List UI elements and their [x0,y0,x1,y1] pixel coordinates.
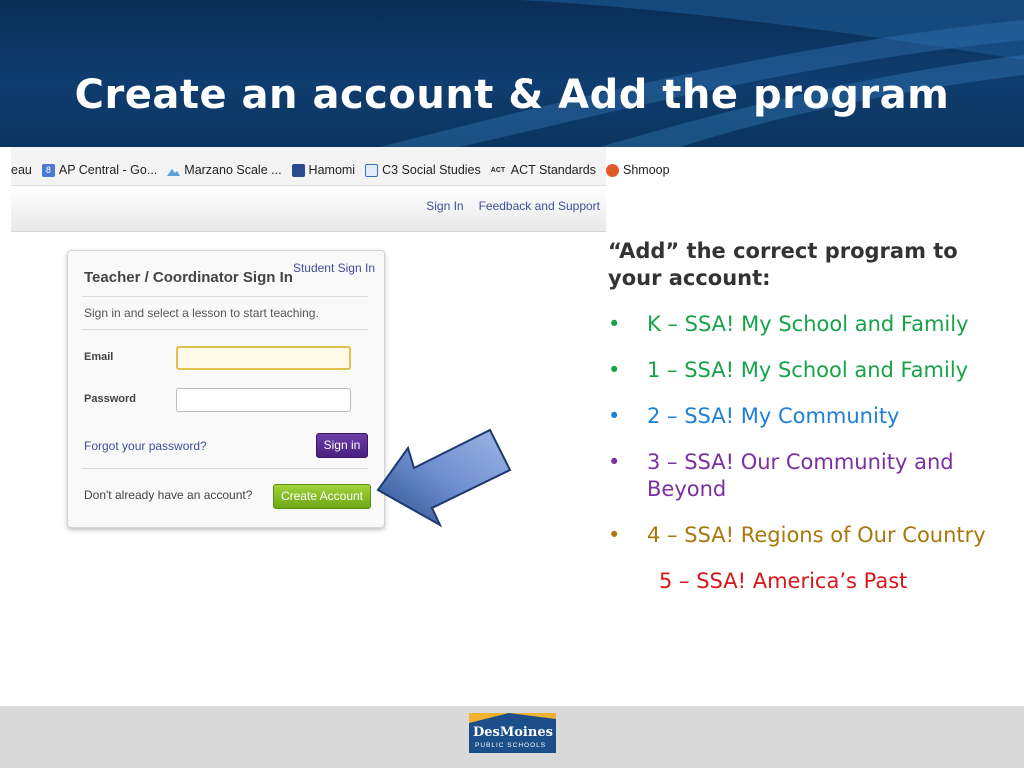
signin-button[interactable]: Sign in [316,433,368,458]
bullet: • [608,358,621,382]
password-field[interactable] [176,388,351,412]
divider [82,329,368,330]
bookmark-label: Shmoop [623,163,670,177]
logo-line2: PUBLIC SCHOOLS [475,742,547,749]
bookmark-item[interactable] [491,163,596,177]
bookmark-label: Marzano Scale ... [184,163,282,177]
bullet: • [608,450,621,474]
act-icon: ACT [490,166,506,174]
slide-title: Create an account & Add the program [74,72,950,118]
list-item [608,357,1018,384]
bookmark-item[interactable] [11,163,32,177]
desmoines-logo [469,713,556,753]
bookmark-item[interactable] [606,163,670,177]
list-item [608,403,1018,430]
logo-line1: DesMoines [473,725,553,740]
student-signin-link[interactable]: Student Sign In [292,261,375,275]
bookmark-page-icon [292,164,305,177]
bookmark-label: AP Central - Go... [58,163,158,177]
signin-title: Teacher / Coordinator Sign In [84,269,293,286]
site-navbar [11,186,606,231]
bookmarks-bar [11,155,670,186]
forgot-password-link[interactable]: Forgot your password? [84,439,207,453]
list-item [608,568,1018,595]
bullet: • [608,312,621,336]
bookmark-label: Hamomi [308,163,356,177]
email-field[interactable] [176,346,351,370]
pointer-arrow-icon [372,428,517,528]
divider [82,296,368,297]
list-item-text: 5 – SSA! America’s Past [659,569,908,593]
list-item [608,522,1018,549]
bullet: • [608,404,621,428]
list-item [608,311,1018,338]
bookmark-item[interactable] [292,163,356,177]
bookmark-label: C3 Social Studies [382,163,481,177]
slide-header [0,0,1024,147]
c3-icon [365,164,378,177]
signin-panel [67,250,385,528]
browser-screenshot [11,147,670,232]
bookmark-label: eau [11,163,32,177]
signin-subtitle: Sign in and select a lesson to start teaching. [84,306,319,320]
bookmark-item[interactable] [365,163,481,177]
list-item-text: 2 – SSA! My Community [647,404,900,428]
password-label: Password [84,393,136,405]
list-heading: “Add” the correct program to your account: [608,239,958,290]
list-item-text: 3 – SSA! Our Community and Beyond [647,450,954,501]
bookmark-label: ACT Standards [510,163,596,177]
bullet: • [608,523,621,547]
nav-feedback-link[interactable]: Feedback and Support [478,199,600,213]
no-account-text: Don't already have an account? [84,488,253,502]
mountain-icon [167,164,180,177]
email-label: Email [84,351,114,363]
list-item-text: 1 – SSA! My School and Family [647,358,969,382]
list-item [608,449,1018,503]
google-icon: 8 [42,164,55,177]
shmoop-icon [606,164,619,177]
create-account-button[interactable]: Create Account [273,484,371,509]
list-item-text: K – SSA! My School and Family [647,312,969,336]
divider [82,468,368,469]
bookmark-item[interactable] [167,163,281,177]
bookmark-item[interactable] [42,163,157,177]
list-item-text: 4 – SSA! Regions of Our Country [647,523,986,547]
nav-signin-link[interactable]: Sign In [426,199,464,213]
program-list [608,238,1018,614]
